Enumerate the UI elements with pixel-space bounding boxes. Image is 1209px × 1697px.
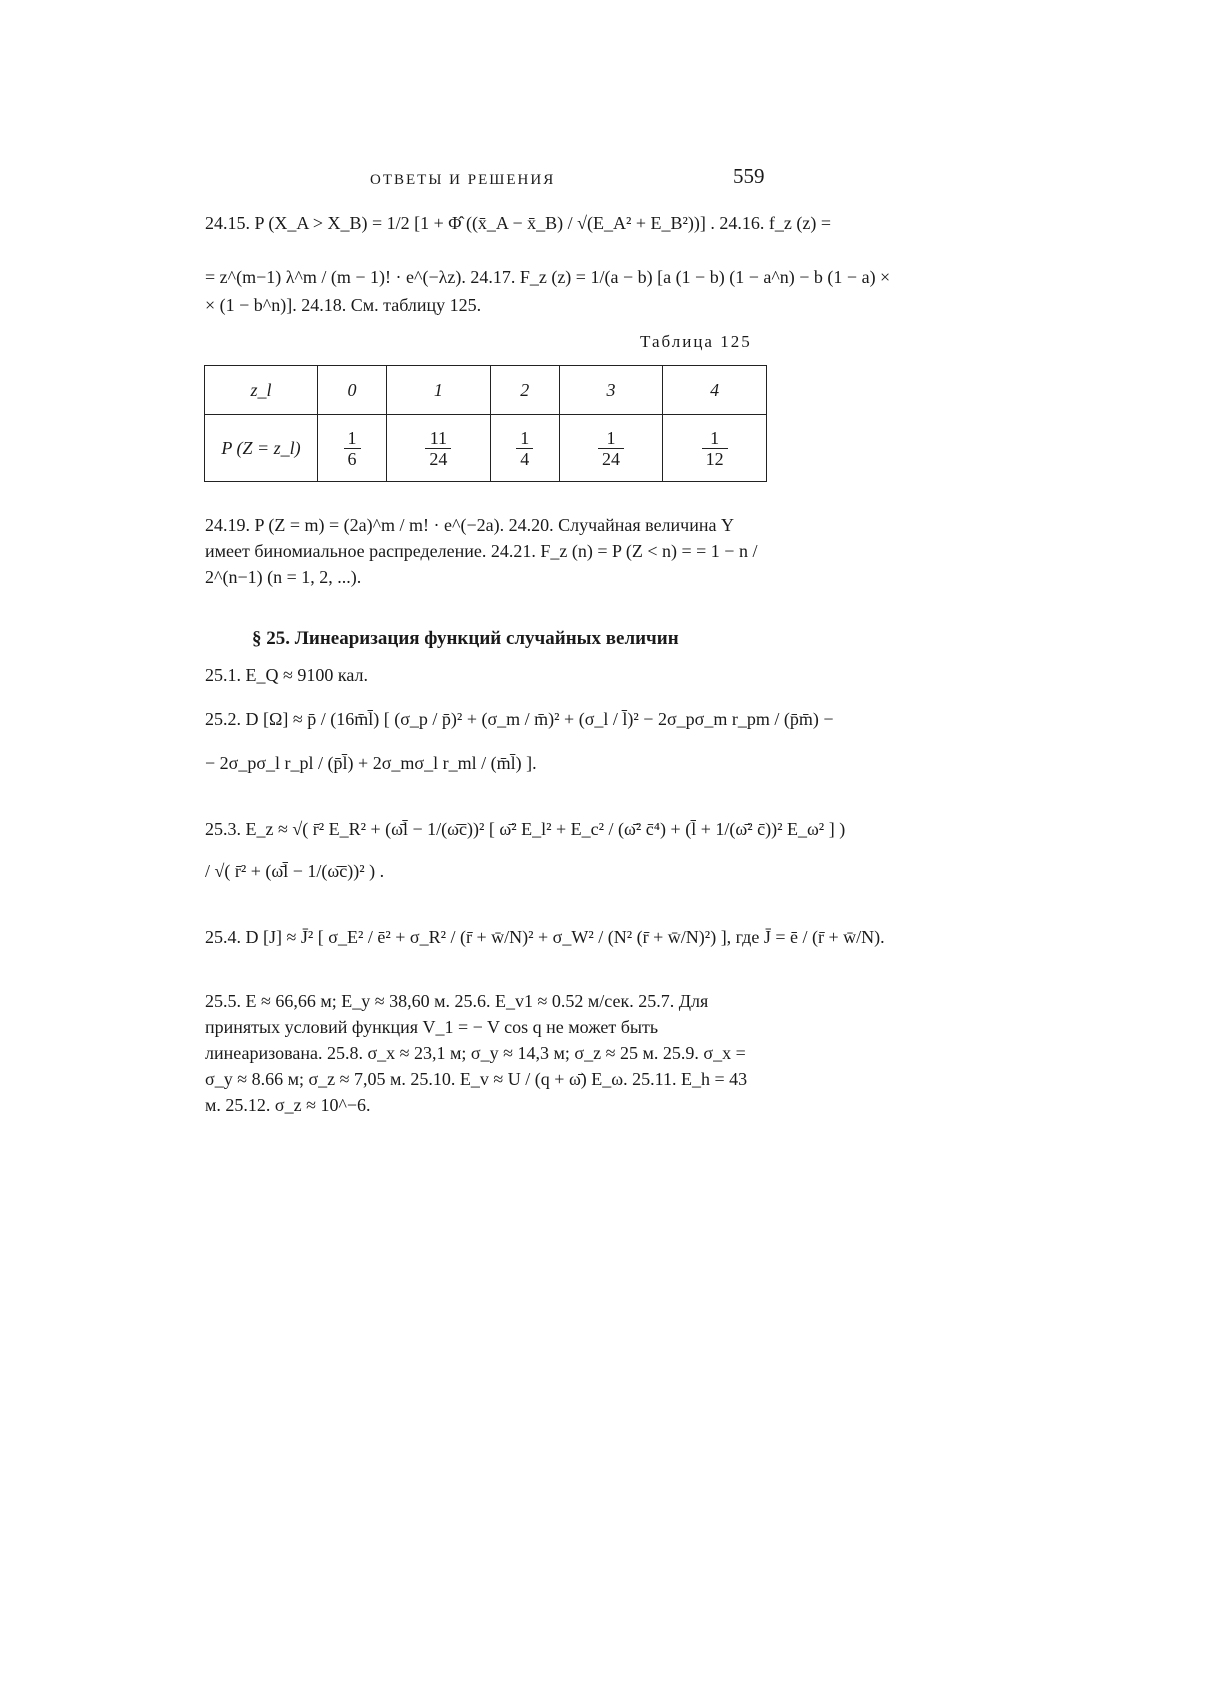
p-value-cell bbox=[318, 415, 387, 482]
answer-25-3-line2: / √( r̄² + (ω̄l̄ − 1/(ω̄c̄))² ) . bbox=[205, 861, 385, 881]
fraction: $\frac{1}{24}$ bbox=[598, 428, 624, 469]
table-row bbox=[205, 415, 767, 482]
answer-25-2-line1: 25.2. D [Ω] ≈ p̄ / (16m̄l̄) [ (σ_p / p̄)² + (σ_m / m̄)² + (σ_l / l̄)² − 2σ_pσ_m r_pm / (p̄m̄) − bbox=[205, 709, 834, 729]
section-title: § 25. Линеаризация функций случайных величин bbox=[252, 628, 679, 649]
z-value-cell: 1 bbox=[387, 366, 491, 415]
table-row bbox=[205, 366, 767, 415]
z-value-cell: 4 bbox=[663, 366, 767, 415]
table-caption: Таблица 125 bbox=[640, 332, 752, 351]
answer-24-18: × (1 − b^n)]. 24.18. См. таблицу 125. bbox=[205, 295, 482, 315]
z-value-cell: 2 bbox=[490, 366, 559, 415]
table-125 bbox=[204, 365, 767, 482]
answers-24-19-21: 24.19. P (Z = m) = (2a)^m / m! · e^(−2a). 24.20. Случайная величина Y имеет биномиальное распределение. 24.21. F_z (n) = P (Z < n) = = 1 − n / 2^(n−1) (n = 1, 2, ...). bbox=[205, 515, 758, 587]
z-value-cell: 0 bbox=[318, 366, 387, 415]
answer-24-15-16: 24.15. P (X_A > X_B) = 1/2 [1 + Φ̂ ((x̄_A − x̄_B) / √(E_A² + E_B²))] . 24.16. f_z (z) = bbox=[205, 213, 832, 233]
answer-24-16-17: = z^(m−1) λ^m / (m − 1)! · e^(−λz). 24.17. F_z (z) = 1/(a − b) [a (1 − b) (1 − a^n) − b (1 − a) × bbox=[205, 267, 891, 287]
answers-25-5-12: 25.5. E ≈ 66,66 м; E_y ≈ 38,60 м. 25.6. E_v1 ≈ 0.52 м/сек. 25.7. Для принятых условий функция V_1 = − V cos q не может быть линеаризована. 25.8. σ_x ≈ 23,1 м; σ_y ≈ 14,3 м; σ_z ≈ 25 м. 25.9. σ_x = σ_y ≈ 8.66 м; σ_z ≈ 7,05 м. 25.10. E_v ≈ U / (q + ω̄) E_ω. 25.11. E_h = 43 м. 25.12. σ_z ≈ 10^−6. bbox=[205, 991, 748, 1115]
p-value-cell bbox=[387, 415, 491, 482]
answer-25-3-line1: 25.3. E_z ≈ √( r̄² E_R² + (ω̄l̄ − 1/(ω̄c̄))² [ ω̄² E_l² + E_c² / (ω̄² c̄⁴) + (l̄ + 1/(ω̄² c̄))² E_ω² ] ) bbox=[205, 819, 846, 839]
fraction: $\frac{1}{4}$ bbox=[516, 428, 533, 469]
fraction: $\frac{1}{12}$ bbox=[702, 428, 728, 469]
z-header-cell: z_l bbox=[205, 366, 318, 415]
answer-25-4: 25.4. D [J] ≈ J̄² [ σ_E² / ē² + σ_R² / (r̄ + w̄/N)² + σ_W² / (N² (r̄ + w̄/N)²) ], где J̄ = ē / (r̄ + w̄/N). bbox=[205, 927, 885, 947]
z-value-cell: 3 bbox=[559, 366, 663, 415]
p-header-cell: P (Z = z_l) bbox=[205, 415, 318, 482]
p-value-cell bbox=[490, 415, 559, 482]
answer-25-2-line2: − 2σ_pσ_l r_pl / (p̄l̄) + 2σ_mσ_l r_ml / (m̄l̄) ]. bbox=[205, 753, 537, 773]
p-value-cell bbox=[663, 415, 767, 482]
answer-25-1: 25.1. E_Q ≈ 9100 кал. bbox=[205, 665, 368, 685]
fraction: $\frac{1}{6}$ bbox=[344, 428, 361, 469]
p-value-cell bbox=[559, 415, 663, 482]
fraction: $\frac{11}{24}$ bbox=[425, 428, 451, 469]
page-number: 559 bbox=[733, 164, 765, 188]
running-title: ОТВЕТЫ И РЕШЕНИЯ bbox=[370, 172, 556, 188]
